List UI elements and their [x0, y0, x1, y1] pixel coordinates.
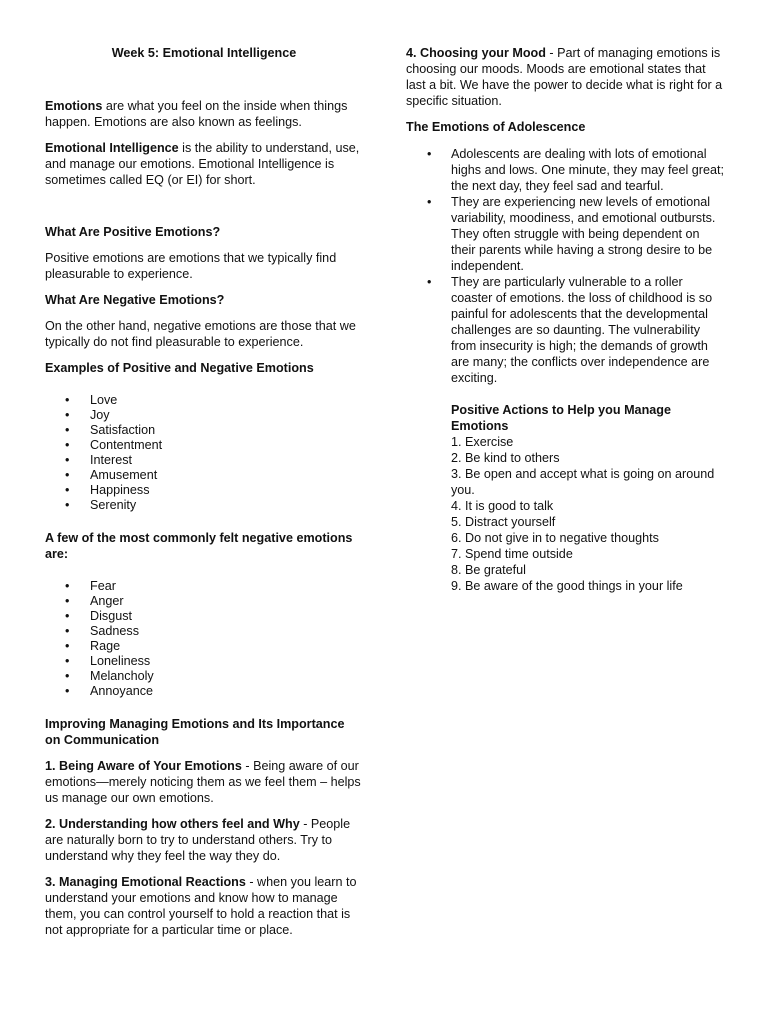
list-item: • Contentment	[45, 438, 363, 453]
list-item: • Melancholy	[45, 669, 363, 684]
right-column	[406, 44, 726, 594]
list-item: • They are experiencing new levels of emotional variability, moodiness, and emotional outbursts. They often struggle with being dependent on their parents while having a strong desire to be independent.	[406, 194, 726, 274]
point-2	[45, 816, 363, 864]
list-item: • Anger	[45, 594, 363, 609]
emotions-term: Emotions	[45, 99, 103, 113]
point-1-text: - Being aware of our emotions—merely noticing them as we feel them – helps us manage our own emotions.	[45, 759, 361, 805]
list-item: • Joy	[45, 408, 363, 423]
list-item: • Loneliness	[45, 654, 363, 669]
positive-heading: What Are Positive Emotions?	[45, 225, 221, 239]
list-item: 9. Be aware of the good things in your life	[451, 579, 683, 593]
actions-heading: Positive Actions to Help you Manage Emotions	[451, 403, 671, 433]
point-3	[45, 874, 363, 938]
adolescence-heading: The Emotions of Adolescence	[406, 120, 586, 134]
point-2-title: 2. Understanding how others feel and Why	[45, 817, 300, 831]
negative-heading: What Are Negative Emotions?	[45, 293, 225, 307]
emotions-definition	[45, 98, 363, 130]
list-item: • Adolescents are dealing with lots of emotional highs and lows. One minute, they may feel great; the next day, they feel sad and tearful.	[406, 146, 726, 194]
point-1-title: 1. Being Aware of Your Emotions	[45, 759, 242, 773]
point-3-title: 3. Managing Emotional Reactions	[45, 875, 246, 889]
list-item: • Fear	[45, 579, 363, 594]
list-item: • Rage	[45, 639, 363, 654]
list-item: • Happiness	[45, 483, 363, 498]
point-3-text: - when you learn to understand your emotions and know how to manage them, you can control yourself to hold a reaction that is not appropriate for a particular time or place.	[45, 875, 357, 937]
adolescence-list	[406, 146, 726, 386]
negative-text: On the other hand, negative emotions are those that we typically do not find pleasurable to experience.	[45, 319, 356, 349]
list-item: • Annoyance	[45, 684, 363, 699]
list-item: 1. Exercise	[451, 435, 514, 449]
improving-heading: Improving Managing Emotions and Its Importance on Communication	[45, 717, 345, 747]
point-1	[45, 758, 363, 806]
point-4-title: 4. Choosing your Mood	[406, 46, 546, 60]
list-item: • Interest	[45, 453, 363, 468]
ei-definition	[45, 140, 363, 188]
list-item: • Love	[45, 393, 363, 408]
point-2-text: - People are naturally born to try to understand others. Try to understand why they feel the way they do.	[45, 817, 351, 863]
emotions-def: are what you feel on the inside when things happen. Emotions are also known as feelings.	[45, 99, 348, 129]
list-item: 3. Be open and accept what is going on around you.	[451, 467, 715, 497]
actions-list	[451, 434, 726, 594]
list-item: • They are particularly vulnerable to a roller coaster of emotions. the loss of childhood is so painful for adolescents that the developmental challenges are so daunting. The vulnerability from insecurity is high; the demands of growth are many; the conflicts over independence are exciting.	[406, 274, 726, 386]
list-item: • Sadness	[45, 624, 363, 639]
common-negative-heading: A few of the most commonly felt negative emotions are:	[45, 531, 353, 561]
document-title: Week 5: Emotional Intelligence	[111, 46, 297, 60]
positive-text: Positive emotions are emotions that we typically find pleasurable to experience.	[45, 251, 337, 281]
negative-emotions-list	[45, 579, 363, 699]
list-item: 7. Spend time outside	[451, 547, 573, 561]
point-4	[406, 45, 726, 109]
list-item: 4. It is good to talk	[451, 499, 554, 513]
ei-def: is the ability to understand, use, and manage our emotions. Emotional Intelligence is sometimes called EQ (or EI) for short.	[45, 141, 360, 187]
list-item: • Serenity	[45, 498, 363, 513]
list-item: • Disgust	[45, 609, 363, 624]
list-item: 2. Be kind to others	[451, 451, 560, 465]
left-column	[45, 44, 363, 938]
list-item: 6. Do not give in to negative thoughts	[451, 531, 659, 545]
list-item: 5. Distract yourself	[451, 515, 556, 529]
positive-emotions-list	[45, 393, 363, 513]
ei-term: Emotional Intelligence	[45, 141, 179, 155]
list-item: 8. Be grateful	[451, 563, 526, 577]
list-item: • Satisfaction	[45, 423, 363, 438]
examples-heading: Examples of Positive and Negative Emotions	[45, 361, 314, 375]
point-4-text: - Part of managing emotions is choosing our moods. Moods are emotional states that last a bit. We have the power to decide what is right for a specific situation.	[406, 46, 723, 108]
list-item: • Amusement	[45, 468, 363, 483]
